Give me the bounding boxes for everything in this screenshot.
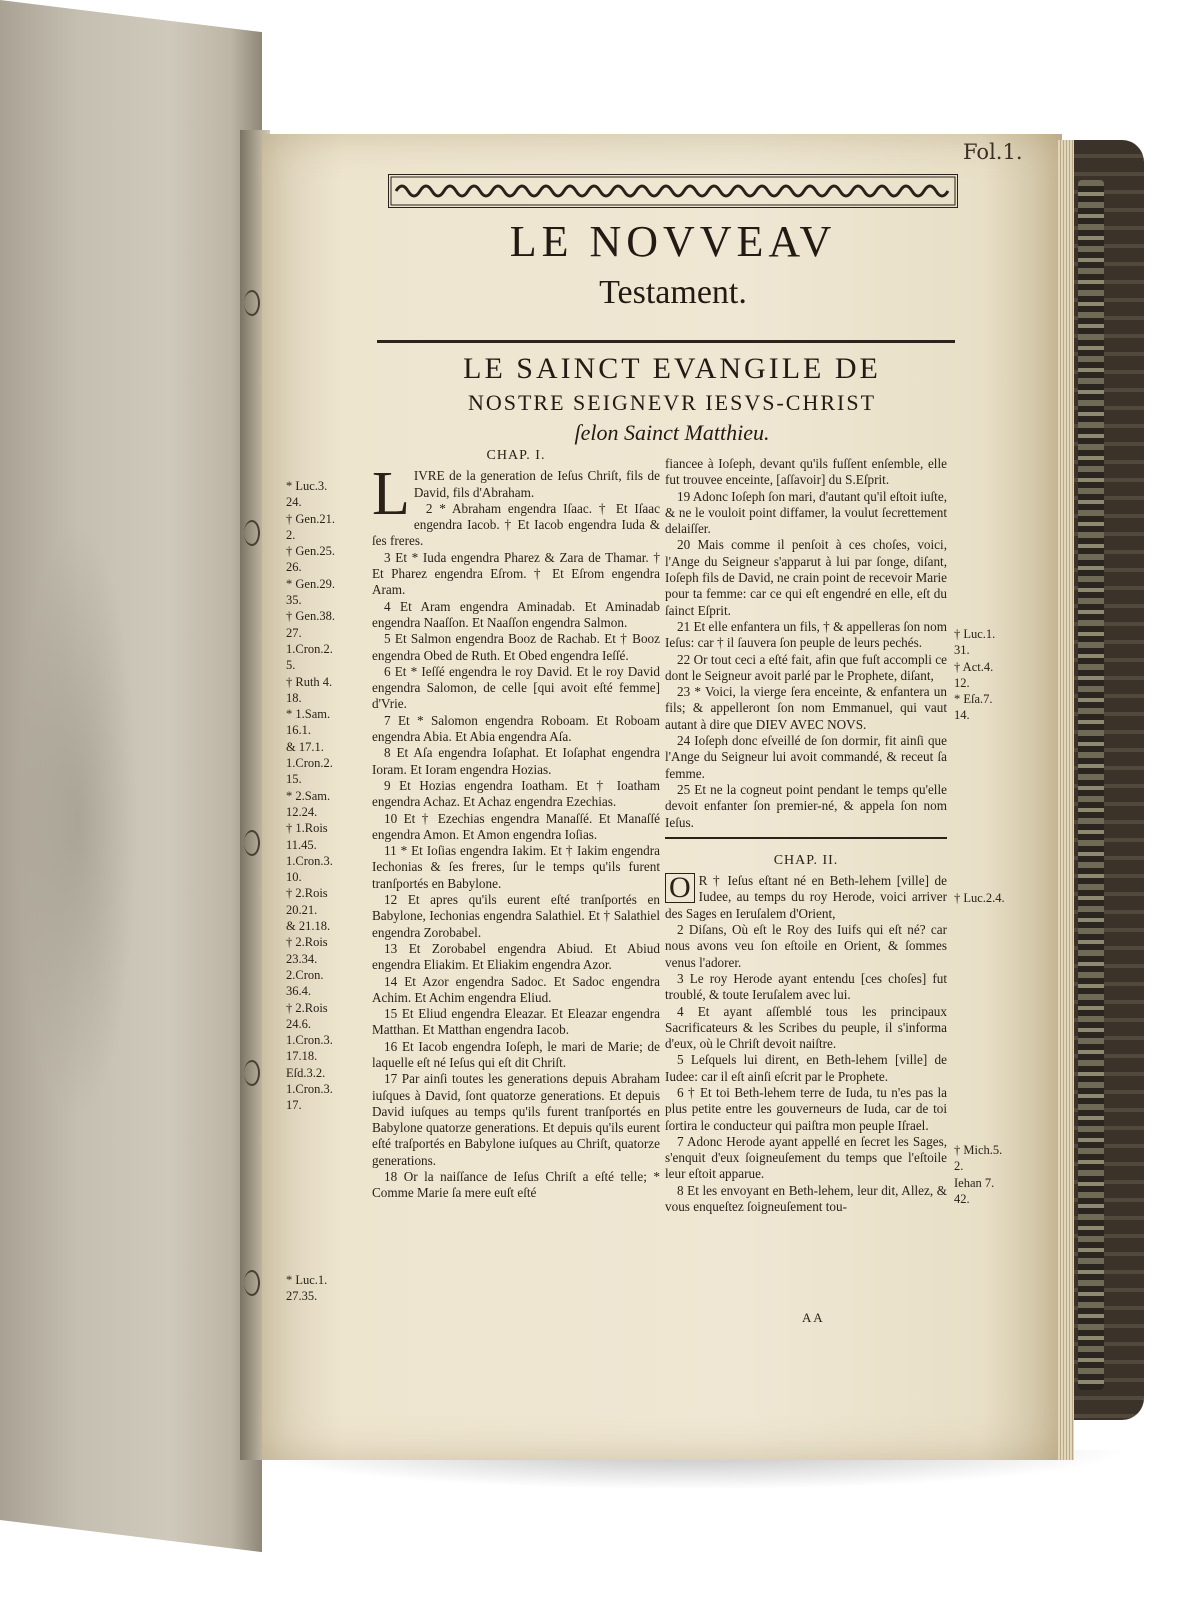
verse-paragraph: 7 Adonc Herode ayant appellé en ſecret les Sages, s'enquit d'eux ſoigneuſement du temps que l'eſtoile leur eſtoit apparue. (665, 1133, 947, 1182)
margin-reference: 11.45. (286, 837, 317, 852)
margin-reference: 12.24. (286, 804, 318, 819)
drop-cap: L (372, 460, 410, 529)
margin-reference: 42. (954, 1191, 970, 1206)
margin-reference: * 1.Sam. (286, 707, 331, 722)
margin-reference: 20.21. (286, 902, 318, 917)
verse-paragraph: 2 Diſans, Où eſt le Roy des Iuifs qui eſt né? car nous avons veu ſon eſtoile en Orient, & ſommes venus l'adorer. (665, 922, 947, 970)
verse-paragraph: 4 Et Aram engendra Aminadab. Et Aminadab engendra Naaſſon. Et Naaſſon engendra Salmon. (372, 598, 660, 630)
margin-reference: 27.35. (286, 1289, 318, 1304)
margin-reference: † Act.4. (954, 659, 994, 674)
margin-reference: 1.Cron.2. (286, 756, 333, 771)
chapter-text-continued (665, 456, 947, 831)
margin-reference: 2.Cron. (286, 967, 324, 982)
margin-reference: Iehan 7. (954, 1175, 995, 1190)
chapter-heading: CHAP. I. (486, 448, 546, 463)
margin-reference: 27. (286, 625, 302, 640)
verse-paragraph: 8 Et Aſa engendra Ioſaphat. Et Ioſaphat engendra Ioram. Et Ioram engendra Hozias. (372, 745, 660, 777)
margin-reference: 26. (286, 560, 302, 575)
margin-reference: 36.4. (286, 984, 311, 999)
chapter-text (372, 460, 660, 1201)
page-edges (1058, 140, 1074, 1460)
margin-reference: & 21.18. (286, 919, 331, 934)
margin-reference: 18. (286, 690, 302, 705)
verse-paragraph: 5 Leſquels lui dirent, en Beth-lehem [ville] de Iudee: car il eſt ainſi eſcrit par le Prophete. (665, 1052, 947, 1084)
verse-paragraph: 12 Et apres qu'ils eurent eſté tranſportés en Babylone, Iechonias engendra Salathiel. Et † Salathiel engendra Zorobabel. (372, 892, 660, 940)
cover-spine-band (1078, 180, 1104, 1390)
verse-paragraph: 17 Par ainſi toutes les generations depuis Abraham iuſques à David, ſont quatorze generations. Et depuis David iuſques au temps qu'ils furent tranſportés en Babylone quatorze generations. Et depuis qu'ils eurent eſté traſportés en Babylone iuſques au Chriſt, quatorze generations. (372, 1071, 660, 1168)
verse-paragraph: 8 Et les envoyant en Beth-lehem, leur dit, Allez, & vous enqueſtez ſoigneuſement tou- (665, 1182, 947, 1215)
verse-paragraph: 2 * Abraham engendra Iſaac. † Et Iſaac engendra Iacob. † Et Iacob engendra Iuda & ſes freres. (372, 500, 660, 549)
margin-reference: 24. (286, 495, 302, 510)
margin-reference: 5. (286, 658, 296, 673)
margin-reference: 1.Cron.2. (286, 641, 333, 656)
chapter-text (665, 873, 947, 1215)
margin-reference: 17. (286, 1098, 302, 1113)
binding-stitch (244, 290, 260, 316)
text-column-right (665, 456, 947, 1215)
margin-reference: † 2.Rois (286, 886, 328, 901)
right-margin-notes (954, 1142, 1044, 1207)
verse-paragraph: 14 Et Azor engendra Sadoc. Et Sadoc engendra Achim. Et Achim engendra Eliud. (372, 973, 660, 1005)
margin-reference: 10. (286, 870, 302, 885)
margin-reference: * Luc.1. (286, 1273, 328, 1287)
gospel-heading-line3: ſelon Sainct Matthieu. (574, 420, 770, 445)
right-margin-notes (954, 626, 1044, 724)
verse-paragraph: 10 Et † Ezechias engendra Manaſſé. Et Manaſſé engendra Amon. Et Amon engendra Ioſias. (372, 810, 660, 842)
margin-reference: 2. (286, 527, 296, 542)
margin-reference: † 2.Rois (286, 1000, 328, 1015)
verse-paragraph: 23 * Voici, la vierge ſera enceinte, & enfantera un fils; & appelleront ſon nom Emmanuel, qui vaut autant à dire que DIEV AVEC NOVS. (665, 684, 947, 732)
verse-paragraph: IVRE de la generation de Ieſus Chriſt, fils de David, fils d'Abraham. (413, 468, 660, 500)
verse-paragraph: 3 Le roy Herode ayant entendu [ces choſes] fut troublé, & toute Ieruſalem avec lui. (665, 970, 947, 1003)
binding-stitch (244, 520, 260, 546)
margin-reference: † Mich.5. (954, 1143, 1003, 1157)
verse-paragraph: 18 Or la naiſſance de Ieſus Chriſt a eſté telle; * Comme Marie ſa mere euſt eſté (372, 1169, 660, 1201)
margin-reference: * Luc.3. (286, 479, 328, 493)
title-rule (377, 340, 955, 343)
gospel-heading-line2: NOSTRE SEIGNEVR IESVS-CHRIST (467, 390, 877, 415)
left-margin-notes (286, 478, 366, 1114)
verse-paragraph: 15 Et Eliud engendra Eleazar. Et Eleazar engendra Matthan. Et Matthan engendra Iacob. (372, 1006, 660, 1038)
chapter-heading: CHAP. II. (773, 852, 839, 868)
text-column-left (372, 448, 660, 1202)
margin-reference: & 17.1. (286, 739, 324, 754)
right-margin-notes (954, 890, 1044, 906)
margin-reference: 1.Cron.3. (286, 1081, 333, 1096)
margin-reference: 14. (954, 708, 970, 723)
verse-paragraph: 24 Ioſeph donc eſveillé de ſon dormir, fit ainſi que l'Ange du Seigneur lui avoit commandé, & receut ſa femme. (665, 733, 947, 781)
margin-reference: † 2.Rois (286, 935, 328, 950)
book-subtitle: Testament. (599, 274, 747, 311)
verse-paragraph: 9 Et Hozias engendra Ioatham. Et † Ioatham engendra Achaz. Et Achaz engendra Ezechias. (372, 777, 660, 810)
chapter-divider (665, 837, 947, 839)
verse-paragraph: R † Ieſus eſtant né en Beth-lehem [ville] de Iudee, au temps du roy Herode, voici arriver des Sages en Ieruſalem d'Orient, (665, 873, 947, 921)
ornament-border (388, 174, 958, 208)
verse-paragraph: 3 Et * Iuda engendra Pharez & Zara de Thamar. † Et Pharez engendra Eſrom. † Et Eſrom engendra Aram. (372, 549, 660, 598)
verse-paragraph: 11 * Et Ioſias engendra Iakim. Et † Iakim engendra Iechonias & ſes freres, ſur le temps qu'ils furent tranſportés en Babylone. (372, 843, 660, 891)
left-margin-notes-bottom (286, 1272, 366, 1305)
margin-reference: * 2.Sam. (286, 788, 331, 803)
verse-paragraph: 7 Et * Salomon engendra Roboam. Et Roboam engendra Abia. Et Abia engendra Aſa. (372, 712, 660, 745)
verse-paragraph: 4 Et ayant aſſemblé tous les principaux Sacrificateurs & les Scribes du peuple, il s'informa d'eux, où le Chriſt devoit naiſtre. (665, 1003, 947, 1052)
verse-paragraph: 25 Et ne la cogneut point pendant le temps qu'elle devoit enfanter ſon premier-né, & appela ſon nom Ieſus. (665, 781, 947, 830)
margin-reference: 12. (954, 675, 970, 690)
margin-reference: 16.1. (286, 723, 311, 738)
margin-reference: † Gen.38. (286, 609, 335, 624)
drop-cap: O (665, 873, 695, 903)
margin-reference: † Luc.2.4. (954, 891, 1005, 905)
margin-reference: Eſd.3.2. (286, 1065, 326, 1080)
verse-paragraph: 6 Et * Ieſſé engendra le roy David. Et le roy David engendra Salomon, de celle [qui avoit eſté femme] d'Vrie. (372, 663, 660, 712)
margin-reference: 1.Cron.3. (286, 853, 333, 868)
verse-paragraph: 20 Mais comme il penſoit à ces choſes, voici, l'Ange du Seigneur s'apparut à lui par ſonge, diſant, Ioſeph fils de David, ne crain point de recevoir Marie pour ta femme: car ce qui eſt engendré en elle, eſt du ſainct Eſprit. (665, 537, 947, 618)
margin-reference: † Luc.1. (954, 627, 996, 641)
margin-reference: † Ruth 4. (286, 674, 333, 689)
margin-reference: 24.6. (286, 1016, 311, 1031)
margin-reference: * Eſa.7. (954, 692, 993, 707)
verse-paragraph: fiancee à Ioſeph, devant qu'ils fuſſent enſemble, elle fut trouvee enceinte, [aſſavoir] du S.Eſprit. (665, 456, 947, 488)
margin-reference: † Gen.25. (286, 544, 335, 559)
margin-reference: * Gen.29. (286, 576, 335, 591)
show-through (18, 520, 138, 1120)
verse-paragraph: 22 Or tout ceci a eſté fait, afin que fuſt accompli ce dont le Seigneur avoit parlé par le Prophete, diſant, (665, 651, 947, 683)
margin-reference: 17.18. (286, 1049, 318, 1064)
book-title: LE NOVVEAV (509, 217, 837, 266)
binding-stitch (244, 830, 260, 856)
margin-reference: 15. (286, 772, 302, 787)
margin-reference: † 1.Rois (286, 821, 328, 836)
verse-paragraph: 21 Et elle enfantera un fils, † & appelleras ſon nom Ieſus: car † il ſauvera ſon peuple de leurs pechés. (665, 618, 947, 651)
binding-stitch (244, 1060, 260, 1086)
verse-paragraph: 5 Et Salmon engendra Booz de Rachab. Et † Booz engendra Obed de Ruth. Et Obed engendra Ieſſé. (372, 631, 660, 663)
gospel-heading: LE SAINCT EVANGILE DE (463, 352, 881, 385)
margin-reference: 35. (286, 593, 302, 608)
binding-stitch (244, 1270, 260, 1296)
margin-reference: 23.34. (286, 951, 318, 966)
signature-mark: A A (802, 1310, 823, 1325)
margin-reference: 1.Cron.3. (286, 1033, 333, 1048)
verse-paragraph: 13 Et Zorobabel engendra Abiud. Et Abiud engendra Eliakim. Et Eliakim engendra Azor. (372, 940, 660, 973)
margin-reference: 31. (954, 643, 970, 658)
folio-number: Fol.1. (963, 140, 1023, 164)
verse-paragraph: 19 Adonc Ioſeph ſon mari, d'autant qu'il eſtoit iuſte, & ne le vouloit point diffamer, la voulut ſecrettement delaiſſer. (665, 488, 947, 537)
verse-paragraph: 16 Et Iacob engendra Ioſeph, le mari de Marie; de laquelle eſt né Ieſus qui eſt dit Chriſt. (372, 1038, 660, 1070)
verse-paragraph: 6 † Et toi Beth-lehem terre de Iuda, tu n'es pas la plus petite entre les gouverneurs de Iuda, car de toi ſortira le conducteur qui paiſtra mon peuple Iſrael. (665, 1084, 947, 1133)
margin-reference: † Gen.21. (286, 511, 335, 526)
margin-reference: 2. (954, 1159, 964, 1174)
